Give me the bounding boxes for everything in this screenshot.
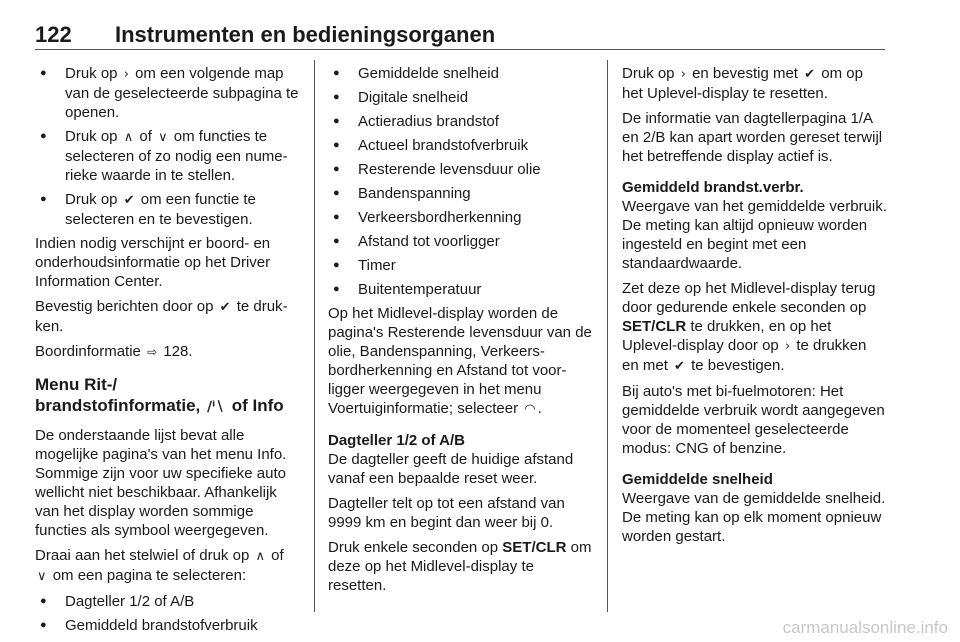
list-item: ● Gemiddeld brandstofverbruik — [35, 616, 300, 635]
list-item: ● Verkeersbordherkenning — [328, 208, 593, 227]
button-name-set-clr: SET/CLR — [502, 539, 567, 556]
list-item: ● Bandenspanning — [328, 184, 593, 203]
paragraph: Druk enkele seconden op SET/CLR om deze op het Midlevel-display te resetten. — [328, 539, 592, 594]
column-1 — [35, 64, 300, 640]
list-item: ● Resterende levensduur olie — [328, 160, 593, 179]
arrow-reference-icon: ⇨ — [147, 345, 158, 359]
checkmark-icon: ✔ — [804, 67, 816, 82]
list-item: ● Actueel brandstofverbruik — [328, 136, 593, 155]
checkmark-icon: ✔ — [219, 300, 231, 315]
cross-reference[interactable]: Boordinformatie ⇨ 128. — [35, 343, 193, 360]
list-item: ● Dagteller 1/2 of A/B — [35, 592, 300, 611]
paragraph: De informatie van dagtellerpagina 1/A en 2/B kan apart worden gereset terwijl het betreffende display actief is. — [622, 110, 883, 165]
column-2 — [328, 64, 593, 601]
paragraph: De dagteller geeft de huidige afstand vanaf een bepaalde reset weer. — [328, 451, 574, 487]
list-item: ● Timer — [328, 256, 593, 275]
page-number: 122 — [35, 22, 72, 47]
paragraph: Draai aan het stelwiel of druk op ∧ of ∨ om een pagina te selecteren: — [35, 547, 284, 584]
paragraph: Op het Midlevel-display worden de pagina's Resterende levensduur van de olie, Bandenspanning, Verkeersbordherkenning en Afstand tot voorligger weergegeven in het menu Voertuiginformatie; selecteer ◠ . — [328, 305, 592, 417]
header-divider — [35, 49, 885, 50]
list-item: ● Afstand tot voorligger — [328, 232, 593, 251]
checkmark-icon: ✔ — [674, 359, 685, 374]
column-divider-2 — [607, 60, 608, 612]
list-item: ● Druk op › om een volgende map van de geselecteerde subpagina te openen. — [35, 64, 300, 122]
vehicle-icon: ◠ — [524, 402, 536, 417]
paragraph: De onderstaande lijst bevat alle mogelijke pagina's van het menu Info. Sommige zijn voor uw specifieke auto wellicht niet beschikbaar. Afhankelijk van het display worden sommige functies als symbool weergegeven. — [35, 427, 287, 539]
page-title: Instrumenten en bedieningsorganen — [115, 22, 496, 47]
page-header — [35, 22, 885, 52]
chevron-right-icon: › — [784, 339, 791, 354]
list-item: ● Digitale snelheid — [328, 88, 593, 107]
trip-fuel-icon: ∕ⁱ∖ — [207, 399, 225, 415]
button-name-set-clr: SET/CLR — [622, 318, 687, 335]
list-item: ● Actieradius brandstof — [328, 112, 593, 131]
chevron-right-icon: › — [680, 67, 686, 82]
chevron-right-icon: › — [123, 67, 129, 82]
chevron-down-icon: ∨ — [37, 569, 47, 584]
watermark: carmanualsonline.info — [782, 618, 948, 637]
chevron-down-icon: ∨ — [158, 130, 168, 145]
subsection-heading: Dagteller 1/2 of A/B — [328, 432, 465, 449]
subsection-heading: Gemiddeld brandst.verbr. — [622, 179, 804, 196]
paragraph: Weergave van het gemiddelde verbruik. De meting kan altijd opnieuw worden ingesteld en begint met een standaardwaarde. — [622, 198, 887, 272]
checkmark-icon: ✔ — [123, 193, 135, 208]
paragraph: Druk op › en bevestig met ✔ om op het Uplevel-display te resetten. — [622, 65, 863, 102]
paragraph: Bevestig berichten door op ✔ te drukken. — [35, 298, 288, 335]
column-3 — [622, 64, 887, 552]
paragraph: Indien nodig verschijnt er boord- en onderhoudsinformatie op het Driver Information Center. — [35, 235, 271, 290]
section-heading: Menu Rit-/ brandstofinformatie, ∕ⁱ∖ of Info — [35, 374, 300, 418]
list-item: ● Druk op ✔ om een functie te selecteren en te bevestigen. — [35, 190, 300, 229]
subsection-heading: Gemiddelde snelheid — [622, 471, 773, 488]
paragraph: Zet deze op het Midlevel-display terug door gedurende enkele seconden op SET/CLR te drukken, en op het Uplevel-display door op › te drukken en met ✔ te bevestigen. — [622, 280, 876, 374]
paragraph: Bij auto's met bi-fuelmotoren: Het gemiddelde verbruik wordt aangegeven voor de momenteel geselecteerde modus: CNG of benzine. — [622, 383, 885, 457]
list-item: ● Buitentemperatuur — [328, 280, 593, 299]
column-divider-1 — [314, 60, 315, 612]
chevron-up-icon: ∧ — [123, 130, 134, 145]
paragraph: Dagteller telt op tot een afstand van 9999 km en begint dan weer bij 0. — [328, 495, 565, 531]
list-item: ● Gemiddelde snelheid — [328, 64, 593, 83]
list-item: ● Druk op ∧ of ∨ om functies te selecteren of zo nodig een numerieke waarde in te stellen. — [35, 127, 300, 185]
paragraph: Weergave van de gemiddelde snelheid. De meting kan op elk moment opnieuw worden gestart. — [622, 490, 886, 545]
chevron-up-icon: ∧ — [255, 549, 265, 564]
